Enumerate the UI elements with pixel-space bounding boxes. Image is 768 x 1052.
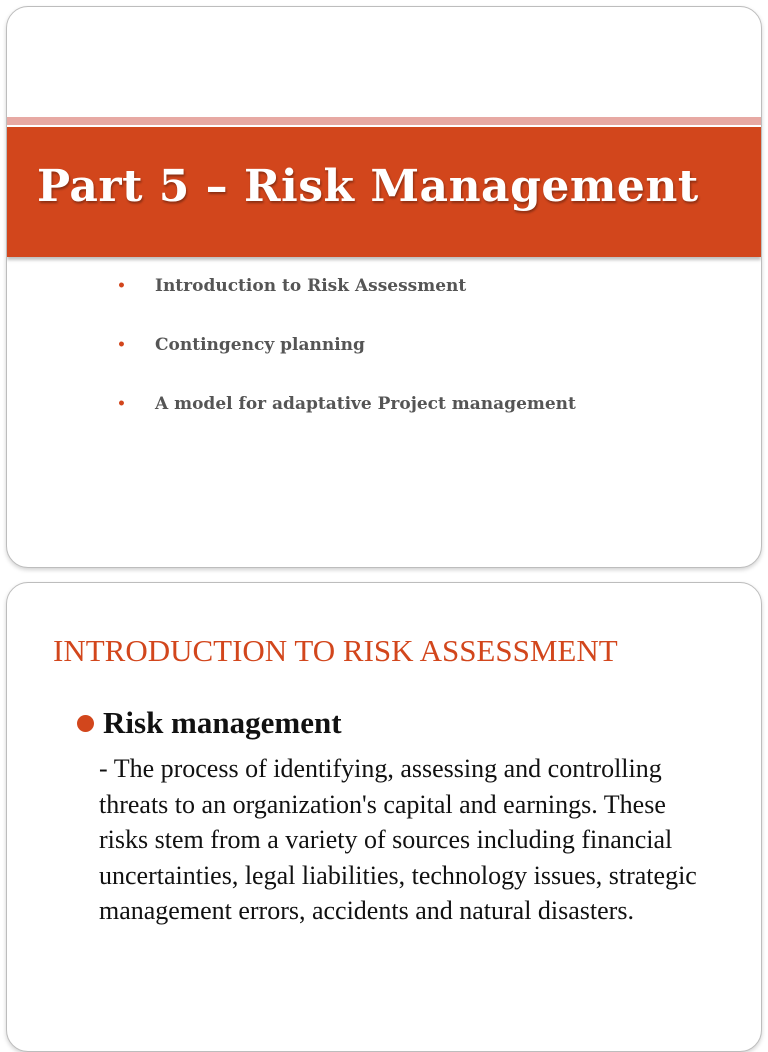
circle-bullet-icon — [77, 715, 94, 732]
bullet-dot-icon: • — [117, 337, 126, 353]
slide-2 — [6, 582, 762, 1052]
definition-term: Risk management — [103, 705, 342, 740]
definition-text: - The process of identifying, assessing and controlling threats to an organization's capital and earnings. These risks stem from a variety of sources including financial uncertainties, legal liabilities, technology issues, strategic management errors, accidents and natural disasters. — [99, 754, 697, 925]
agenda-item-label: A model for adaptative Project management — [155, 394, 576, 414]
agenda-item-label: Contingency planning — [155, 335, 365, 355]
title-banner-top-stripe — [7, 117, 761, 125]
agenda-item — [115, 393, 576, 452]
bullet-dot-icon: • — [117, 278, 126, 294]
agenda-item — [115, 275, 576, 334]
title-banner-main — [7, 127, 761, 257]
agenda-item-label: Introduction to Risk Assessment — [155, 276, 467, 296]
slide-1 — [6, 6, 762, 568]
slide-title: Part 5 – Risk Management — [37, 161, 699, 212]
agenda-list — [115, 275, 576, 452]
agenda-item — [115, 334, 576, 393]
bullet-dot-icon: • — [117, 396, 126, 412]
section-heading: INTRODUCTION TO RISK ASSESSMENT — [53, 633, 618, 668]
title-banner — [7, 117, 761, 257]
